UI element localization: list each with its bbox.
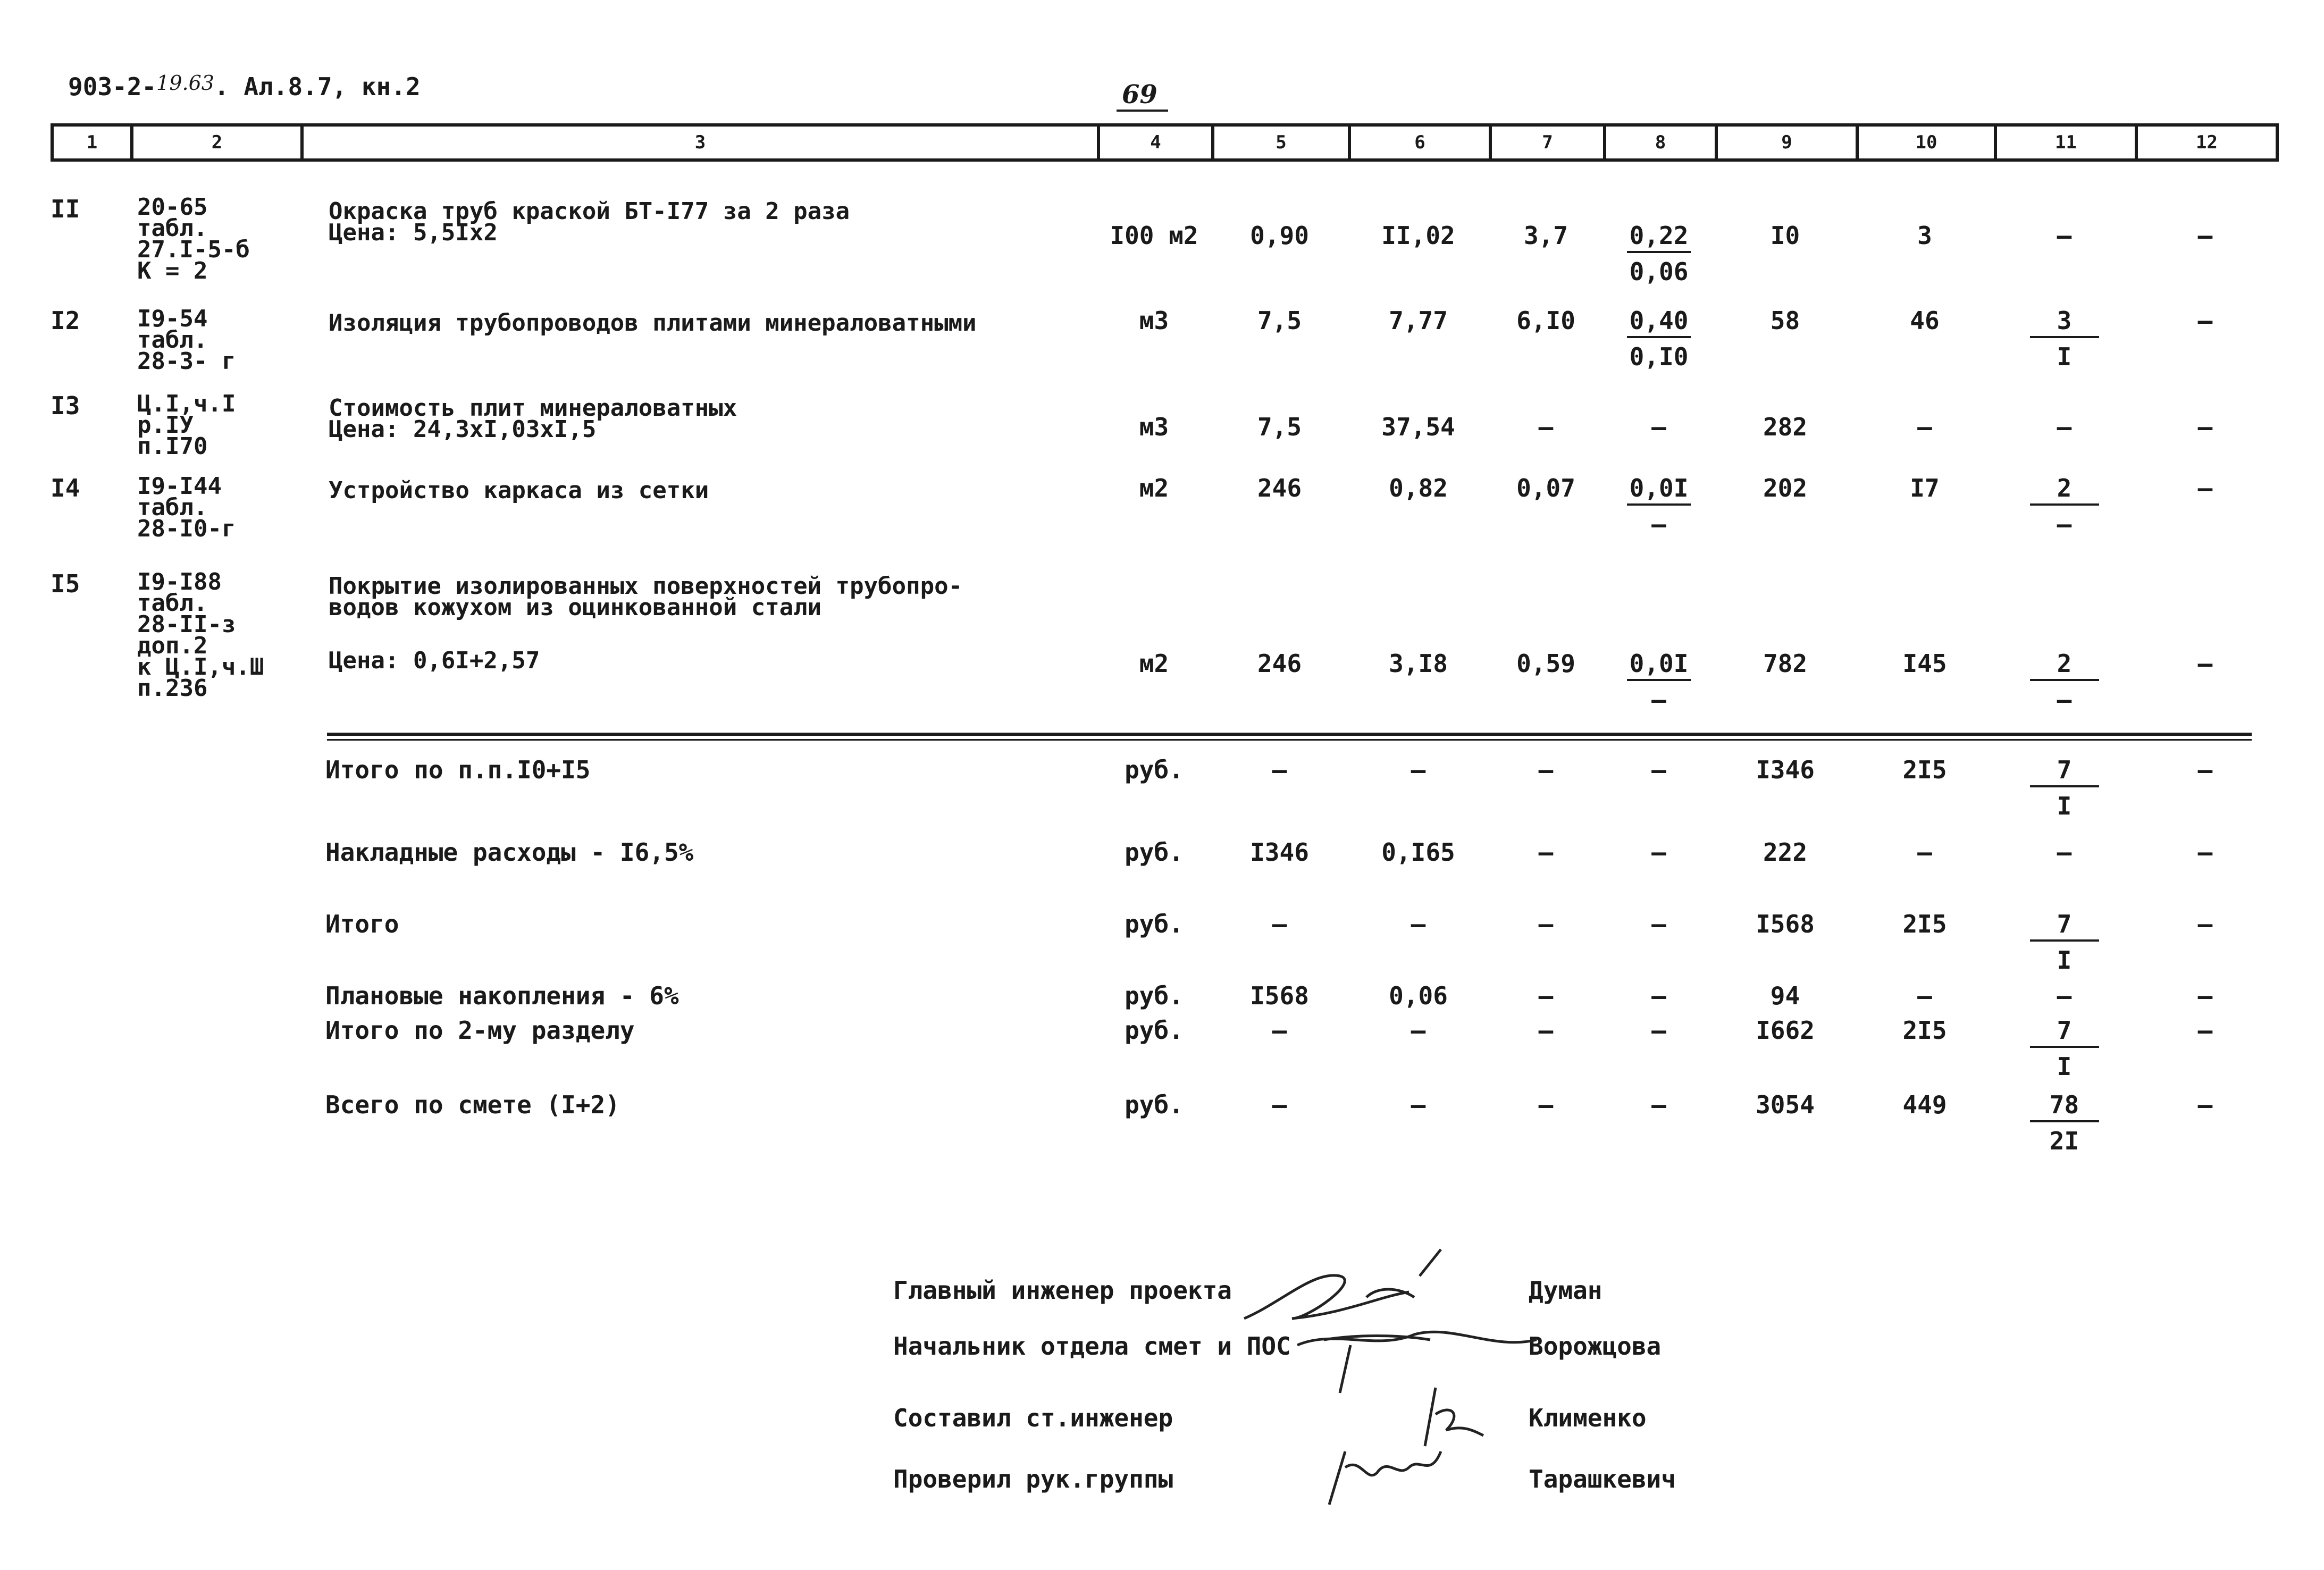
- total-col8: –: [1651, 981, 1666, 1010]
- signature-role: Главный инженер проекта: [893, 1276, 1232, 1305]
- row-col6: 37,54: [1381, 413, 1455, 441]
- column-header-3: 3: [300, 123, 1100, 162]
- handwritten-code: 19.63: [156, 71, 214, 95]
- total-col10: –: [1917, 981, 1932, 1010]
- row-col11-fraction-denominator: I: [2057, 342, 2072, 371]
- row-reference-line: р.IУ: [137, 412, 194, 439]
- total-col7: –: [1538, 838, 1554, 867]
- total-col6: –: [1411, 1016, 1426, 1045]
- column-header-10: 10: [1856, 123, 1997, 162]
- column-header-1: 1: [51, 123, 133, 162]
- row-col8-fraction-denominator: 0,I0: [1629, 342, 1689, 371]
- row-col8-fraction-numerator: 0,0I: [1627, 476, 1691, 506]
- total-col6: 0,I65: [1381, 838, 1455, 867]
- row-description-line: Цена: 0,6I+2,57: [329, 647, 540, 674]
- signature-name: Ворожцова: [1529, 1332, 1662, 1361]
- row-unit: м3: [1139, 306, 1169, 335]
- row-col8: –: [1651, 413, 1666, 441]
- row-reference-line: Ц.I,ч.I: [137, 390, 236, 417]
- row-col11: –: [2057, 413, 2072, 441]
- total-col12: –: [2197, 1090, 2213, 1119]
- row-reference-line: табл.: [137, 590, 208, 617]
- row-col7: 3,7: [1523, 221, 1568, 250]
- total-col6: –: [1411, 1090, 1426, 1119]
- row-description-line: Изоляция трубопроводов плитами минераловатными: [329, 309, 977, 337]
- row-col12: –: [2197, 413, 2213, 441]
- total-unit: руб.: [1125, 981, 1184, 1010]
- total-col5: –: [1272, 1016, 1287, 1045]
- total-col6: –: [1411, 755, 1426, 784]
- total-col11-fraction-denominator: 2I: [2049, 1127, 2079, 1155]
- row-col10: I7: [1910, 474, 1940, 502]
- row-col12: –: [2197, 306, 2213, 335]
- total-label: Итого по п.п.I0+I5: [325, 755, 591, 784]
- column-header-6: 6: [1348, 123, 1492, 162]
- row-col9: 282: [1763, 413, 1808, 441]
- row-number: I4: [51, 474, 80, 502]
- row-reference-line: I9-I44: [137, 473, 222, 500]
- row-col8-fraction-denominator: –: [1651, 510, 1666, 539]
- column-header-11: 11: [1994, 123, 2138, 162]
- signature-role: Составил ст.инженер: [893, 1404, 1173, 1432]
- total-col5: I346: [1250, 838, 1309, 867]
- total-label: Всего по смете (I+2): [325, 1090, 620, 1119]
- totals-separator-thin: [327, 739, 2252, 741]
- row-col11-fraction: [2030, 474, 2099, 539]
- total-col8: –: [1651, 1016, 1666, 1045]
- total-col12: –: [2197, 910, 2213, 938]
- total-unit: руб.: [1125, 1090, 1184, 1119]
- total-col6: 0,06: [1389, 981, 1448, 1010]
- document-code: 903-2-$^{19.63}$. Ал.8.7, кн.2: [68, 71, 421, 101]
- row-number: II: [51, 195, 80, 223]
- total-col11-fraction-numerator: 78: [2030, 1093, 2099, 1122]
- row-description-line: Окраска труб краской БТ-I77 за 2 раза: [329, 198, 850, 225]
- signature-role: Проверил рук.группы: [893, 1465, 1173, 1493]
- row-number: I5: [51, 569, 80, 598]
- total-col8: –: [1651, 1090, 1666, 1119]
- row-description-line: водов кожухом из оцинкованной стали: [329, 594, 822, 621]
- signature-checker: [1319, 1435, 1446, 1510]
- total-col11: –: [2057, 981, 2072, 1010]
- row-col9: I0: [1770, 221, 1800, 250]
- row-reference-line: к Ц.I,ч.Ш: [137, 653, 264, 681]
- row-unit: м3: [1139, 413, 1169, 441]
- total-col5: –: [1272, 755, 1287, 784]
- column-header-5: 5: [1211, 123, 1351, 162]
- total-col9: I346: [1756, 755, 1815, 784]
- row-col5: 246: [1257, 474, 1302, 502]
- row-col7: 6,I0: [1516, 306, 1575, 335]
- total-col10: 449: [1902, 1090, 1947, 1119]
- total-col6: –: [1411, 910, 1426, 938]
- total-label: Итого по 2-му разделу: [325, 1016, 635, 1045]
- row-col6: 3,I8: [1389, 649, 1448, 678]
- row-col10: –: [1917, 413, 1932, 441]
- total-col5: I568: [1250, 981, 1309, 1010]
- row-col11: –: [2057, 221, 2072, 250]
- total-col12: –: [2197, 838, 2213, 867]
- row-description-line: Устройство каркаса из сетки: [329, 477, 709, 504]
- total-col8: –: [1651, 838, 1666, 867]
- row-reference-line: табл.: [137, 215, 208, 242]
- total-col7: –: [1538, 755, 1554, 784]
- row-col12: –: [2197, 474, 2213, 502]
- total-col11: –: [2057, 838, 2072, 867]
- total-unit: руб.: [1125, 755, 1184, 784]
- total-col11-fraction: [2030, 1018, 2099, 1079]
- row-col6: 0,82: [1389, 474, 1448, 502]
- total-unit: руб.: [1125, 838, 1184, 867]
- row-reference-line: п.I70: [137, 433, 208, 460]
- total-col7: –: [1538, 1090, 1554, 1119]
- row-description-line: Стоимость плит минераловатных: [329, 394, 737, 422]
- row-reference-line: I9-54: [137, 305, 208, 332]
- column-header-2: 2: [130, 123, 304, 162]
- total-col12: –: [2197, 981, 2213, 1010]
- row-reference-line: 20-65: [137, 194, 208, 221]
- total-col11-fraction: [2030, 755, 2099, 820]
- row-col6: 7,77: [1389, 306, 1448, 335]
- row-unit: м2: [1139, 649, 1169, 678]
- total-col7: –: [1538, 1016, 1554, 1045]
- row-unit: м2: [1139, 474, 1169, 502]
- total-col10: 2I5: [1902, 1016, 1947, 1045]
- row-col10: I45: [1902, 649, 1947, 678]
- row-col8-fraction-denominator: –: [1651, 685, 1666, 714]
- total-col7: –: [1538, 910, 1554, 938]
- total-col9: I662: [1756, 1016, 1815, 1045]
- row-reference-line: 28-3- г: [137, 348, 236, 375]
- total-col11-fraction: [2030, 1090, 2099, 1155]
- total-col10: –: [1917, 838, 1932, 867]
- totals-separator: [327, 733, 2252, 736]
- total-col9: 94: [1770, 981, 1800, 1010]
- row-reference-line: доп.2: [137, 632, 208, 659]
- row-unit: I00 м2: [1110, 221, 1198, 250]
- row-col11-fraction-numerator: 2: [2030, 476, 2099, 506]
- signature-name: Клименко: [1529, 1404, 1647, 1432]
- total-col11-fraction-numerator: 7: [2030, 758, 2099, 787]
- row-col10: 46: [1910, 306, 1940, 335]
- row-reference-line: табл.: [137, 494, 208, 521]
- row-col11-fraction: [2030, 308, 2099, 369]
- row-reference-line: К = 2: [137, 257, 208, 284]
- row-col8-fraction-numerator: 0,22: [1627, 223, 1691, 253]
- total-col11-fraction-numerator: 7: [2030, 1018, 2099, 1048]
- row-col11-fraction-denominator: –: [2057, 510, 2072, 539]
- total-col11-fraction-denominator: I: [2057, 792, 2072, 820]
- total-label: Накладные расходы - I6,5%: [325, 838, 694, 867]
- total-col10: 2I5: [1902, 755, 1947, 784]
- column-header-9: 9: [1715, 123, 1859, 162]
- total-col11-fraction: [2030, 910, 2099, 975]
- row-col7: 0,59: [1516, 649, 1575, 678]
- row-reference-line: 27.I-5-б: [137, 236, 250, 263]
- row-reference-line: 28-II-з: [137, 611, 236, 638]
- total-col8: –: [1651, 910, 1666, 938]
- row-number: I2: [51, 306, 80, 335]
- row-col6: II,02: [1381, 221, 1455, 250]
- row-col10: 3: [1917, 221, 1932, 250]
- row-col11-fraction-denominator: –: [2057, 685, 2072, 714]
- column-header-8: 8: [1603, 123, 1718, 162]
- total-unit: руб.: [1125, 1016, 1184, 1045]
- row-col8-fraction: [1627, 223, 1691, 284]
- row-col5: 246: [1257, 649, 1302, 678]
- row-col8-fraction-numerator: 0,0I: [1627, 651, 1691, 681]
- row-col11-fraction-numerator: 3: [2030, 308, 2099, 338]
- row-col8-fraction: [1627, 651, 1691, 712]
- row-reference-line: 28-I0-г: [137, 515, 236, 542]
- total-col5: –: [1272, 1090, 1287, 1119]
- total-label: Итого: [325, 910, 399, 938]
- row-col9: 202: [1763, 474, 1808, 502]
- total-unit: руб.: [1125, 910, 1184, 938]
- row-col12: –: [2197, 221, 2213, 250]
- row-col7: 0,07: [1516, 474, 1575, 502]
- total-col7: –: [1538, 981, 1554, 1010]
- row-reference-line: I9-I88: [137, 568, 222, 595]
- page-number: 69: [1117, 80, 1168, 112]
- row-col8-fraction-denominator: 0,06: [1629, 257, 1689, 286]
- row-reference-line: табл.: [137, 326, 208, 354]
- row-description-line: Цена: 5,5Ix2: [329, 219, 498, 246]
- row-col5: 7,5: [1257, 413, 1302, 441]
- row-col9: 58: [1770, 306, 1800, 335]
- total-col5: –: [1272, 910, 1287, 938]
- row-col5: 0,90: [1250, 221, 1309, 250]
- row-col11-fraction-numerator: 2: [2030, 651, 2099, 681]
- row-col8-fraction-numerator: 0,40: [1627, 308, 1691, 338]
- row-col8-fraction: [1627, 474, 1691, 539]
- total-col9: I568: [1756, 910, 1815, 938]
- total-col9: 3054: [1756, 1090, 1815, 1119]
- row-reference-line: п.236: [137, 675, 208, 702]
- row-description-line: Покрытие изолированных поверхностей трубопро-: [329, 573, 963, 600]
- row-col12: –: [2197, 649, 2213, 678]
- column-header-7: 7: [1489, 123, 1606, 162]
- row-col7: –: [1538, 413, 1554, 441]
- total-col8: –: [1651, 755, 1666, 784]
- row-number: I3: [51, 391, 80, 420]
- column-header-12: 12: [2135, 123, 2279, 162]
- total-col11-fraction-denominator: I: [2057, 1052, 2072, 1081]
- total-col10: 2I5: [1902, 910, 1947, 938]
- signature-role: Начальник отдела смет и ПОС: [893, 1332, 1291, 1361]
- signature-name: Думан: [1529, 1276, 1603, 1305]
- row-col8-fraction: [1627, 308, 1691, 369]
- total-col11-fraction-denominator: I: [2057, 946, 2072, 975]
- total-col11-fraction-numerator: 7: [2030, 912, 2099, 942]
- signature-name: Тарашкевич: [1529, 1465, 1676, 1493]
- row-col5: 7,5: [1257, 306, 1302, 335]
- total-col12: –: [2197, 755, 2213, 784]
- total-col9: 222: [1763, 838, 1808, 867]
- total-label: Плановые накопления - 6%: [325, 981, 679, 1010]
- total-col12: –: [2197, 1016, 2213, 1045]
- row-description-line: Цена: 24,3xI,03xI,5: [329, 416, 597, 443]
- row-col9: 782: [1763, 649, 1808, 678]
- row-col11-fraction: [2030, 651, 2099, 712]
- column-header-4: 4: [1097, 123, 1214, 162]
